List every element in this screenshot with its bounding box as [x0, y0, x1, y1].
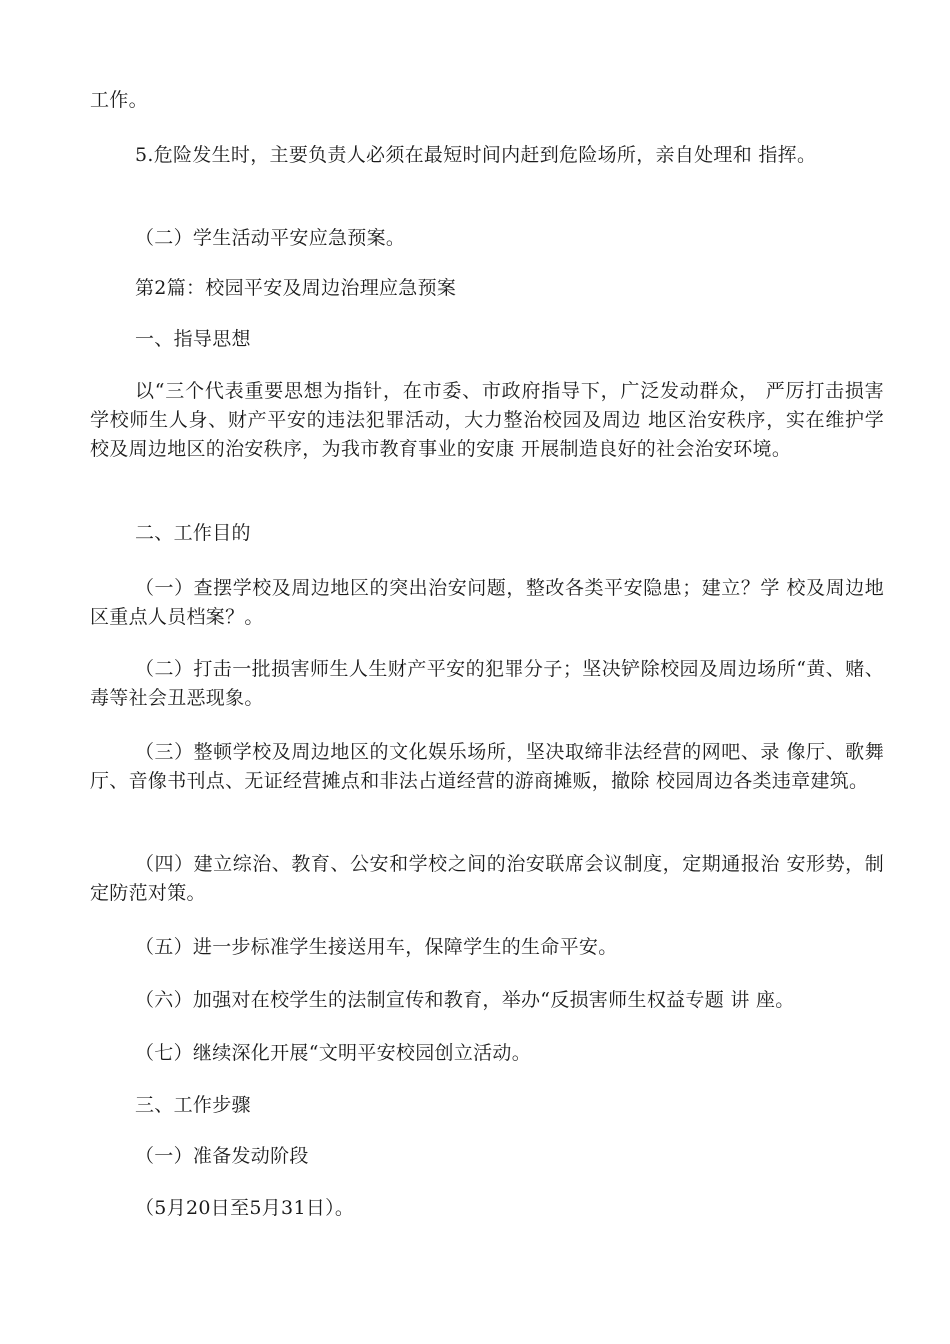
section-title-part-2: 第2篇：校园平安及周边治理应急预案	[135, 277, 457, 299]
objective-item-2: （二）打击一批损害师生人生财产平安的犯罪分子；坚决铲除校园及周边场所“黄、赌、毒等社会丑恶现象。	[90, 658, 884, 709]
heading-guiding-ideology: 一、指导思想	[135, 328, 251, 350]
paragraph-guiding-ideology: 以“三个代表重要思想为指针，在市委、市政府指导下，广泛发动群众， 严厉打击损害学校师生人身、财产平安的违法犯罪活动，大力整治校园及周边 地区治安秩序，实在维护学校及周边地区的治安秩序，为我市教育事业的安康 开展制造良好的社会治安环境。	[90, 380, 884, 460]
heading-work-objectives: 二、工作目的	[135, 522, 251, 544]
objective-item-3: （三）整顿学校及周边地区的文化娱乐场所，坚决取缔非法经营的网吧、录 像厅、歌舞厅、音像书刊点、无证经营摊点和非法占道经营的游商摊贩，撤除 校园周边各类违章建筑。	[90, 741, 884, 792]
step-date-range: （5月20日至5月31日）。	[135, 1197, 355, 1219]
objective-item-7: （七）继续深化开展“文明平安校园创立活动。	[135, 1042, 532, 1064]
paragraph-item-5: 5.危险发生时，主要负责人必须在最短时间内赶到危险场所，亲自处理和 指挥。	[135, 144, 817, 166]
objective-item-1: （一）查摆学校及周边地区的突出治安问题，整改各类平安隐患；建立？学 校及周边地区重点人员档案？。	[90, 577, 884, 628]
step-heading-preparation: （一）准备发动阶段	[135, 1145, 309, 1167]
paragraph-student-plan: （二）学生活动平安应急预案。	[135, 227, 406, 249]
objective-item-6: （六）加强对在校学生的法制宣传和教育，举办“反损害师生权益专题 讲 座。	[135, 989, 795, 1011]
objective-item-5: （五）进一步标准学生接送用车，保障学生的生命平安。	[135, 936, 618, 958]
paragraph-continuation: 工作。	[90, 89, 148, 111]
objective-item-4: （四）建立综治、教育、公安和学校之间的治安联席会议制度，定期通报治 安形势，制定防范对策。	[90, 853, 884, 904]
heading-work-steps: 三、工作步骤	[135, 1094, 251, 1116]
